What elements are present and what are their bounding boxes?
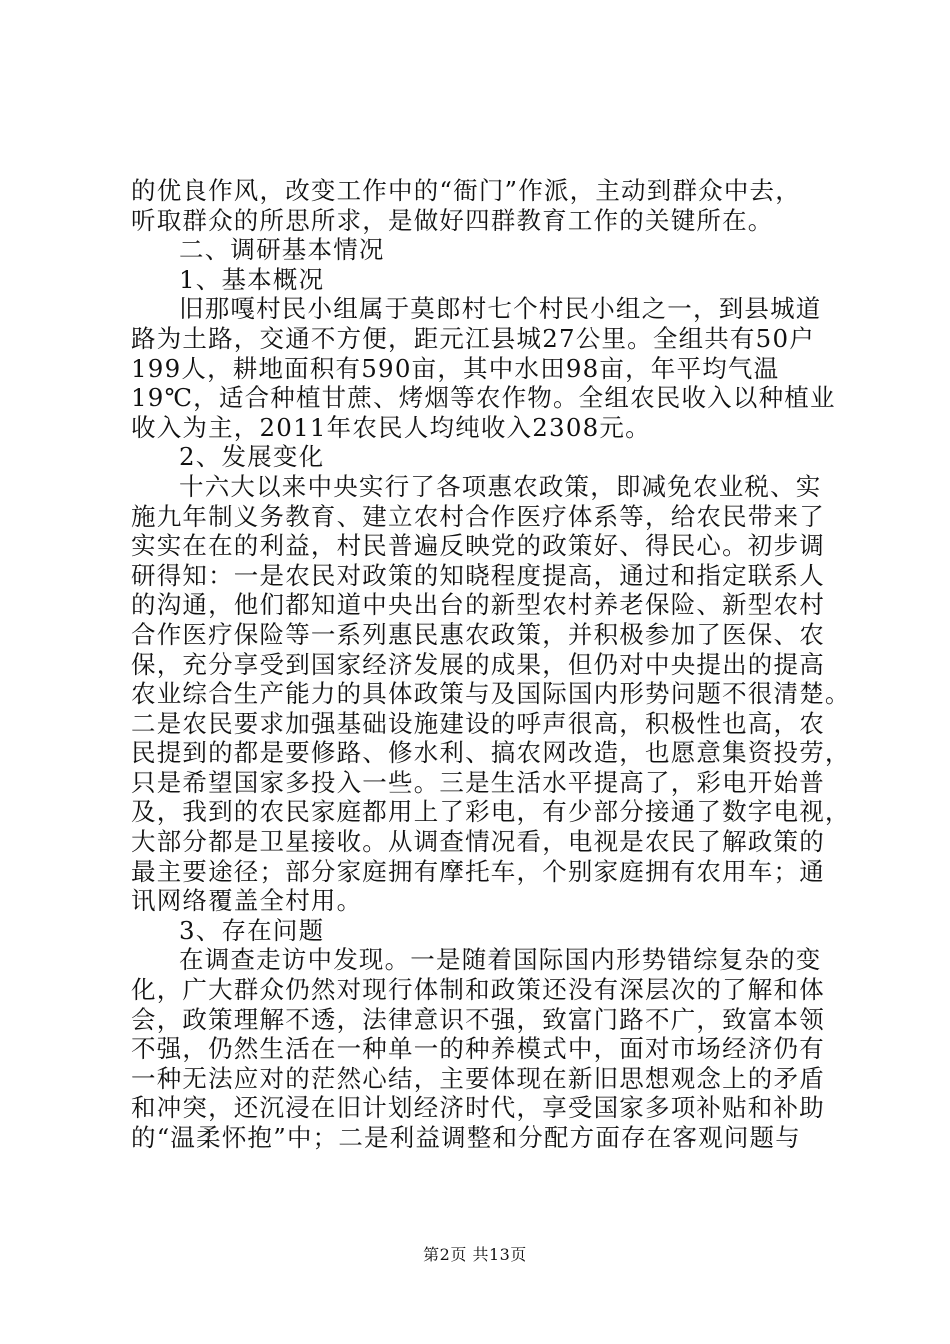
text-line: 农业综合生产能力的具体政策与及国际国内形势问题不很清楚。 — [131, 679, 851, 709]
text-line: 听取群众的所思所求，是做好四群教育工作的关键所在。 — [131, 205, 774, 235]
text-line: 民提到的都是要修路、修水利、搞农网改造，也愿意集资投劳， — [131, 738, 851, 768]
document-body — [131, 176, 851, 1153]
text-line: 会，政策理解不透，法律意识不强，致富门路不广，致富本领 — [131, 1004, 825, 1034]
text-line: 二是农民要求加强基础设施建设的呼声很高，积极性也高，农 — [131, 708, 825, 738]
text-line: 合作医疗保险等一系列惠民惠农政策，并积极参加了医保、农 — [131, 619, 825, 649]
text-line: 及，我到的农民家庭都用上了彩电，有少部分接通了数字电视， — [131, 797, 851, 827]
text-line: 二、调研基本情况 — [179, 235, 385, 265]
text-line: 在调查走访中发现。一是随着国际国内形势错综复杂的变 — [179, 945, 822, 975]
text-line: 讯网络覆盖全村用。 — [131, 886, 363, 916]
text-line: 3、存在问题 — [179, 915, 325, 945]
text-line: 19℃，适合种植甘蔗、烤烟等农作物。全组农民收入以种植业 — [131, 383, 836, 413]
text-line: 的“温柔怀抱”中；二是利益调整和分配方面存在客观问题与 — [131, 1123, 801, 1152]
text-line: 的沟通，他们都知道中央出台的新型农村养老保险、新型农村 — [131, 590, 825, 620]
text-line: 最主要途径；部分家庭拥有摩托车，个别家庭拥有农用车；通 — [131, 856, 825, 886]
text-line: 十六大以来中央实行了各项惠农政策，即减免农业税、实 — [179, 471, 822, 501]
text-line: 研得知：一是农民对政策的知晓程度提高，通过和指定联系人 — [131, 560, 825, 590]
text-line: 2、发展变化 — [179, 442, 325, 472]
text-line: 收入为主，2011年农民人均纯收入2308元。 — [131, 412, 651, 442]
text-line: 施九年制义务教育、建立农村合作医疗体系等，给农民带来了 — [131, 501, 825, 531]
text-line: 不强，仍然生活在一种单一的种养模式中，面对市场经济仍有 — [131, 1034, 825, 1064]
text-line: 化，广大群众仍然对现行体制和政策还没有深层次的了解和体 — [131, 975, 825, 1005]
text-line: 大部分都是卫星接收。从调查情况看，电视是农民了解政策的 — [131, 827, 825, 857]
text-line: 的优良作风，改变工作中的“衙门”作派，主动到群众中去， — [131, 176, 801, 205]
text-line: 和冲突，还沉浸在旧计划经济时代，享受国家多项补贴和补助 — [131, 1093, 825, 1123]
text-line: 保，充分享受到国家经济发展的成果，但仍对中央提出的提高 — [131, 649, 825, 679]
text-line: 路为土路，交通不方便，距元江县城27公里。全组共有50户 — [131, 323, 815, 353]
text-line: 旧那嘎村民小组属于莫郎村七个村民小组之一，到县城道 — [179, 294, 822, 324]
text-line: 只是希望国家多投入一些。三是生活水平提高了，彩电开始普 — [131, 767, 825, 797]
text-line: 1、基本概况 — [179, 264, 325, 294]
text-line: 一种无法应对的茫然心结，主要体现在新旧思想观念上的矛盾 — [131, 1063, 825, 1093]
text-line: 199人，耕地面积有590亩，其中水田98亩，年平均气温 — [131, 353, 780, 383]
page-footer: 第2页 共13页 — [423, 1245, 527, 1264]
text-line: 实实在在的利益，村民普遍反映党的政策好、得民心。初步调 — [131, 531, 825, 561]
